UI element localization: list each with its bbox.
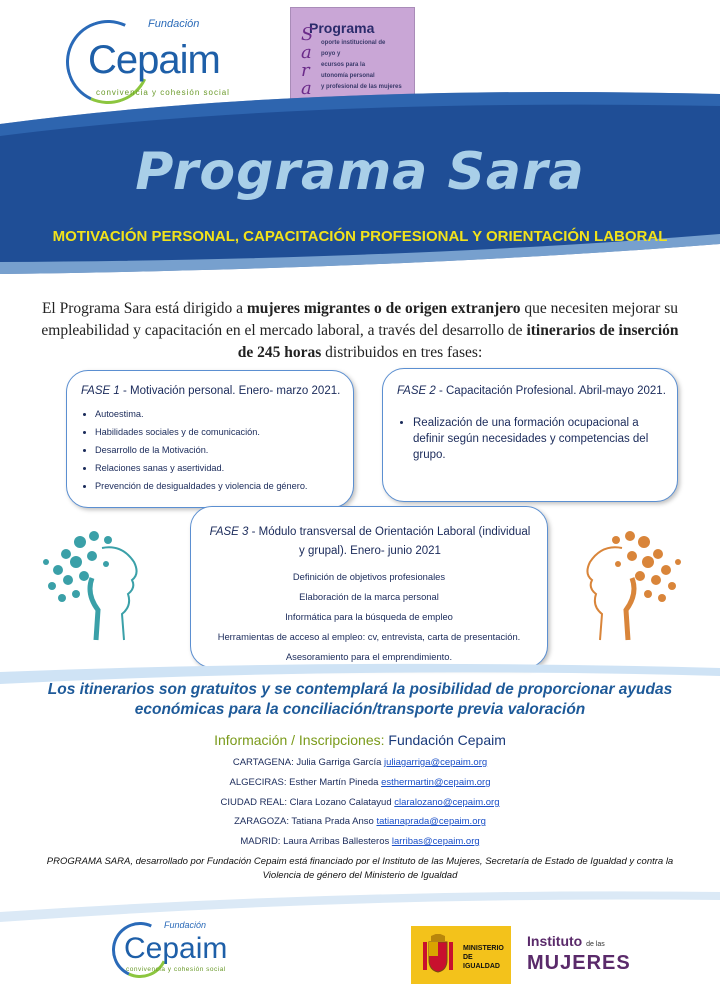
phase-2-box	[382, 368, 678, 502]
contact-email-link[interactable]: juliagarriga@cepaim.org	[384, 757, 488, 768]
phase-1-box	[66, 370, 354, 508]
phase-3-list	[191, 571, 547, 662]
info-org: Fundación Cepaim	[384, 732, 506, 748]
institute-line: de las	[586, 941, 605, 948]
intro-text: que necesiten mejorar su empleabilidad y capacitación en el mercado laboral, a través del desarrollo de	[41, 300, 679, 339]
orange-tree-head-icon	[568, 514, 688, 644]
contact-city: ALGECIRAS:	[229, 777, 287, 788]
list-item: • Desarrollo de la Motivación.	[95, 445, 353, 455]
intro-bold: mujeres migrantes o de origen extranjero	[246, 300, 521, 317]
logo-tagline: convivencia y cohesión social	[126, 966, 226, 973]
list-item: Asesoramiento para el emprendimiento.	[285, 651, 453, 662]
info-heading	[0, 732, 720, 748]
page-title: Programa Sara	[135, 142, 585, 202]
contact-person: Laura Arribas Ballesteros	[280, 836, 392, 847]
institute-mujeres: MUJERES	[527, 952, 631, 974]
contact-email-link[interactable]: esthermartin@cepaim.org	[381, 777, 491, 788]
contact-city: CARTAGENA:	[232, 757, 294, 768]
list-item: • Autoestima.	[95, 409, 353, 419]
contact-email-link[interactable]: tatianaprada@cepaim.org	[376, 816, 486, 827]
phase-2-title	[383, 369, 677, 397]
phase-3-label: FASE 3	[209, 526, 249, 538]
contact-person: Tatiana Prada Anso	[288, 816, 377, 827]
phase-3-title-text: - Módulo transversal de Orientación Laboral (individual y grupal). Enero- junio 2021	[248, 526, 531, 557]
institute-logo	[527, 932, 631, 972]
list-item: • Realización de una formación ocupacional a definir según necesidades y competencias del grupo.	[413, 415, 663, 463]
ministry-badge	[411, 926, 511, 984]
contact-row	[0, 777, 720, 788]
list-item: • Relaciones sanas y asertividad.	[95, 463, 353, 473]
contact-city: ZARAGOZA:	[234, 816, 289, 827]
ministry-line: MINISTERIO	[463, 945, 504, 952]
ministry-name	[463, 944, 511, 971]
info-label: Información / Inscripciones:	[214, 732, 385, 748]
phase-1-title	[67, 371, 353, 397]
contact-person: Julia Garriga García	[293, 757, 385, 768]
sara-logo-vertical: Sara	[301, 24, 314, 99]
phase-2-list	[383, 415, 677, 463]
contact-email-link[interactable]: claralozano@cepaim.org	[394, 797, 500, 808]
teal-tree-head-icon	[36, 514, 156, 644]
intro-bold: itinerarios de inserción de 245 horas	[237, 322, 679, 361]
intro-text: El Programa Sara está dirigido a	[41, 300, 247, 317]
phase-1-label: FASE 1	[81, 385, 120, 397]
cepaim-logo-bottom	[108, 918, 248, 978]
sara-line: oporte institucional de	[321, 40, 386, 46]
intro-text: distribuidos en tres fases:	[321, 344, 483, 361]
logo-foundation: Fundación	[148, 18, 200, 30]
contact-person: Clara Lozano Calatayud	[287, 797, 395, 808]
free-itineraries-text: Los itinerarios son gratuitos y se contemplará la posibilidad de proporcionar ayudas económicas para la conciliación/transporte previa valoración	[47, 681, 673, 718]
ministry-line: DE IGUALDAD	[463, 954, 500, 970]
contact-city: MADRID:	[240, 836, 281, 847]
list-item: Informática para la búsqueda de empleo	[285, 611, 453, 622]
list-item: • Habilidades sociales y de comunicación.	[95, 427, 353, 437]
intro-paragraph	[32, 298, 688, 364]
contact-person: Esther Martín Pineda	[286, 777, 382, 788]
contact-email-link[interactable]: larribas@cepaim.org	[391, 836, 480, 847]
contact-row	[0, 836, 720, 847]
list-item: Elaboración de la marca personal	[299, 591, 439, 602]
page-subtitle: MOTIVACIÓN PERSONAL, CAPACITACIÓN PROFESIONAL Y ORIENTACIÓN LABORAL	[52, 228, 668, 245]
logo-tagline: convivencia y cohesión social	[96, 88, 230, 97]
phase-2-label: FASE 2	[397, 385, 436, 397]
funding-footnote: PROGRAMA SARA, desarrollado por Fundación Cepaim está financiado por el Instituto de las Mujeres, Secretaría de Estado de Igualdad y contra la Violencia de género del Ministerio de Igualdad	[46, 856, 674, 881]
logo-name: Cepaim	[124, 932, 228, 965]
phase-1-list	[67, 409, 353, 491]
government-logos	[411, 926, 631, 984]
phase-1-title-text: - Motivación personal. Enero- marzo 2021.	[119, 385, 341, 397]
contact-row	[0, 816, 720, 827]
phase-3-box	[190, 506, 548, 668]
contact-city: CIUDAD REAL:	[220, 797, 288, 808]
list-item: • Prevención de desigualdades y violencia de género.	[95, 481, 353, 491]
contact-row	[0, 757, 720, 768]
logo-name: Cepaim	[88, 38, 220, 82]
logo-foundation: Fundación	[164, 920, 207, 930]
list-item: Herramientas de acceso al empleo: cv, entrevista, carta de presentación.	[217, 631, 521, 642]
phase-3-title	[191, 507, 547, 561]
phase-2-title-text: - Capacitación Profesional. Abril-mayo 2021.	[435, 385, 666, 397]
sara-line: ecursos para la	[321, 62, 366, 68]
coat-of-arms-icon	[419, 934, 457, 976]
sara-line: poyo y	[321, 51, 341, 57]
institute-line: Instituto	[527, 933, 583, 949]
bottom-swoosh	[0, 888, 720, 922]
contact-row	[0, 797, 720, 808]
sara-logo-title: Programa	[309, 20, 375, 36]
sara-line: utonomía personal	[321, 73, 375, 79]
sara-line: y profesional de las mujeres	[321, 84, 402, 90]
list-item: Definición de objetivos profesionales	[292, 571, 446, 582]
